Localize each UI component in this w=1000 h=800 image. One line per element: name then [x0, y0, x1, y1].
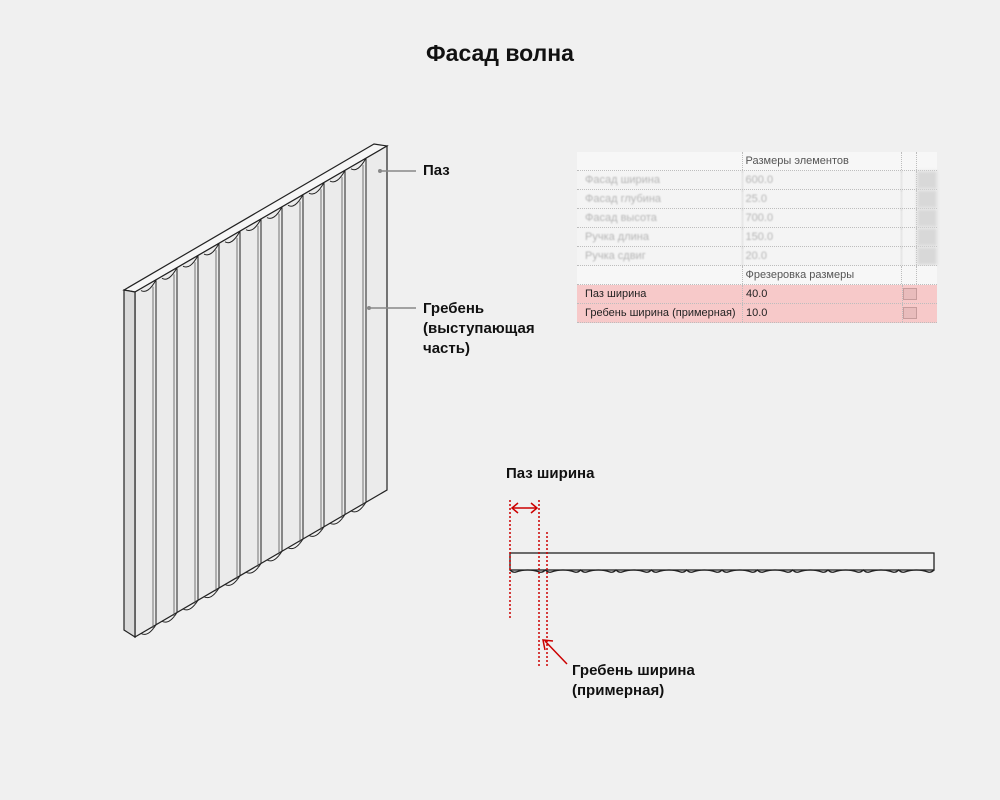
property-value: 150.0 [743, 228, 903, 246]
formula-button[interactable] [903, 307, 917, 319]
table-row-greben-width[interactable] [577, 304, 937, 323]
greben-width-label-line2: (примерная) [572, 682, 665, 699]
table-row-paz-width[interactable] [577, 285, 937, 304]
property-name: Фасад глубина [577, 190, 743, 208]
wave-facade-panel [124, 144, 387, 637]
table-row[interactable] [577, 228, 937, 247]
paz-callout: Паз [423, 162, 450, 179]
greben-callout-line1: Гребень [423, 300, 485, 317]
group-header-element-sizes[interactable]: Размеры элементов [577, 152, 937, 171]
page-title: Фасад волна [426, 40, 574, 66]
property-value-input[interactable]: 10.0 [743, 304, 903, 322]
table-row[interactable] [577, 209, 937, 228]
property-name: Фасад ширина [577, 171, 743, 189]
property-value: 700.0 [743, 209, 903, 227]
group-header-milling-sizes[interactable]: Фрезеровка размеры [577, 266, 937, 285]
greben-callout-line2: (выступающая [423, 320, 535, 337]
property-value: 20.0 [743, 247, 903, 265]
property-value: 600.0 [743, 171, 903, 189]
paz-width-label: Паз ширина [506, 465, 595, 482]
properties-table [577, 152, 937, 323]
greben-callout-line3: часть) [423, 340, 470, 357]
section-body [510, 553, 934, 570]
cross-section [510, 553, 934, 572]
property-value-input[interactable]: 40.0 [743, 285, 903, 303]
table-row[interactable] [577, 247, 937, 266]
property-name: Ручка сдвиг [577, 247, 743, 265]
property-name: Паз ширина [577, 285, 743, 303]
panel-side-face [124, 290, 135, 637]
property-value: 25.0 [743, 190, 903, 208]
table-row[interactable] [577, 190, 937, 209]
property-name: Гребень ширина (примерная) [577, 304, 743, 322]
formula-button[interactable] [903, 288, 917, 300]
property-name: Фасад высота [577, 209, 743, 227]
table-row[interactable] [577, 171, 937, 190]
dimension-markers [510, 500, 567, 668]
greben-width-label-line1: Гребень ширина [572, 662, 695, 679]
property-name: Ручка длина [577, 228, 743, 246]
